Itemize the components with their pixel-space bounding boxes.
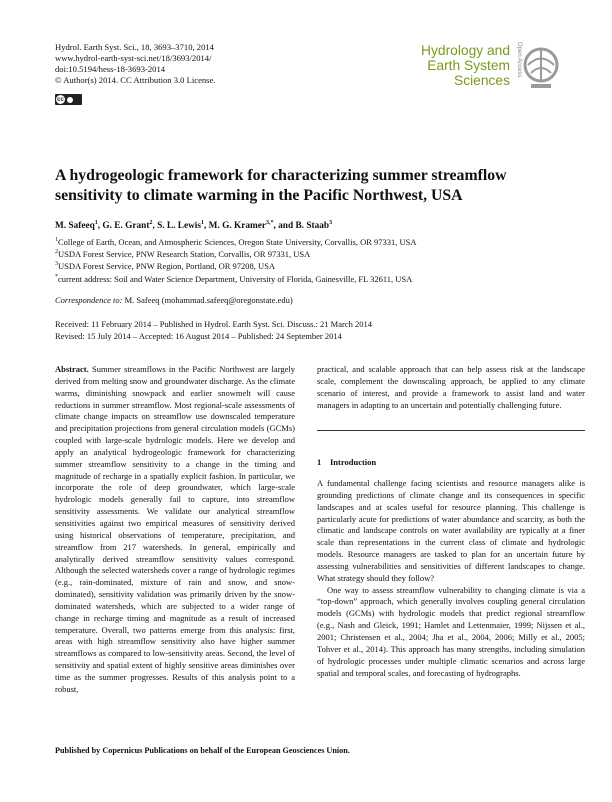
abstract-divider [317,430,585,431]
open-access-label [512,40,520,92]
correspondence-label: Correspondence to: [55,295,123,305]
article-url[interactable]: www.hydrol-earth-syst-sci.net/18/3693/2014/ [55,53,212,63]
received-published-dates: Received: 11 February 2014 – Published in Hydrol. Earth Syst. Sci. Discuss.: 21 March 2014 [55,319,372,329]
affiliations [55,236,575,285]
cc-license-badge[interactable] [55,94,82,105]
citation-header [55,42,216,86]
affiliation: $^2$USDA Forest Service, PNW Research Station, Corvallis, OR 97331, USA [55,249,311,260]
article-doi[interactable]: doi:10.5194/hess-18-3693-2014 [55,64,166,74]
introduction-body [317,478,585,679]
abstract-text-left: Summer streamflows in the Pacific Northwest are largely derived from melting snow and groundwater discharge. As the climate warms, diminishing snowpack and earlier snowmelt will cause reductions in summer streamflow. Most regional-scale assessments of climate change impacts on streamflow use downscaled temperature and precipitation projections from general circulation models (GCMs) coupled with large-scale hydrologic models. Here we develop and apply an analytical hydrogeologic framework for characterizing summer streamflow sensitivity to a change in the timing and magnitude of recharge in a spatially explicit fashion. In particular, we incorporate the role of deep groundwater, which large-scale hydrologic models generally fail to capture, into streamflow sensitivity assessments. We validate our analytical streamflow sensitivities against two empirical measures of sensitivity derived using historical observations of temperature, precipitation, and streamflow from 217 watersheds. In general, empirically and analytically derived streamflow sensitivity values correspond. Although the selected watersheds cover a range of hydrologic regimes (e.g., rain-dominated, mixture of rain and snow, and snow-dominated), sensitivity validation was primarily driven by the snow-dominated watersheds, which are subjected to a wider range of change in recharge timing and magnitude as a result of increased temperature. Overall, two patterns emerge from this analysis: first, areas with high streamflow sensitivity also have higher summer streamflows as compared to low-sensitivity areas. Second, the level of sensitivity and spatial extent of highly sensitive areas diminishes over time as the summer progresses. Results of this analysis point to a robust, [55,364,295,694]
revised-accepted-dates: Revised: 15 July 2014 – Accepted: 16 August 2014 – Published: 24 September 2014 [55,331,342,342]
copyright-notice: © Author(s) 2014. CC Attribution 3.0 License. [55,75,216,85]
affiliation: $^1$College of Earth, Ocean, and Atmospheric Sciences, Oregon State University, Corvallis, OR 97331, USA [55,237,417,247]
author-list: M. Safeeq$^1$, G. E. Grant$^2$, S. L. Lewis$^1$, M. G. Kramer$^{3,*}$, and B. Staab$^3$ [55,219,333,231]
svg-text:Open Access: Open Access [516,42,522,78]
author-name: G. E. Grant [102,221,150,231]
section-heading-introduction [317,457,376,467]
abstract-text-right: practical, and scalable approach that can help assess risk at the landscape scale, complement the downscaling approach, be applied to any climate scenario of interest, and provide a framework to assist land and water managers in adapting to an uncertain and potentially challenging future. [317,364,585,410]
affiliation: $^3$USDA Forest Service, PNW Region, Portland, OR 97208, USA [55,261,276,272]
cc-icon: cc [57,96,64,103]
abstract-label: Abstract. [55,364,89,374]
section-number: 1 [317,457,322,467]
article-dates [55,318,372,342]
publisher-footer: Published by Copernicus Publications on behalf of the European Geosciences Union. [55,746,350,755]
affiliation: *current address: Soil and Water Science Department, University of Florida, Gainesville, FL 32611, USA [55,273,413,284]
correspondence-contact[interactable]: M. Safeeq (mohammad.safeeq@oregonstate.edu) [124,295,293,305]
correspondence [55,295,293,305]
by-person-icon [67,97,73,103]
paper-title: A hydrogeologic framework for characterizing summer streamflow sensitivity to climate warming in the Pacific Northwest, USA [55,167,507,204]
section-title: Introduction [330,457,377,467]
abstract-continuation [317,364,585,411]
abstract [55,364,295,696]
intro-paragraph: One way to assess streamflow vulnerability to changing climate is via a “top-down” approach, which generally involves coupling general circulation models (GCMs) with hydrologic models that predict regional streamflow (e.g., Nash and Gleick, 1991; Hamlet and Lettenmaier, 1999; Nijssen et al., 2001; Christensen et al., 2004; Jha et al., 2004, 2006; Milly et al., 2005; Tohver et al., 2014). This approach has many strengths, including simulation of hydrologic processes under multiple climatic scenarios and across large spatial and temporal scales, and forecasting of hydrographs. [317,584,585,678]
author-name: M. G. Kramer [208,221,266,231]
author-name: B. Staab [295,221,330,231]
intro-paragraph: A fundamental challenge facing scientists and resource managers alike is grounding predictions of climate change and its consequences in specific landscapes and at scales useful for resource planning. This challenge is particularly acute for predictions of water abundance and scarcity, as both the climatic and landscape controls on water availability are typically at a finer scale than representations in the current class of climate and hydrologic models. Resource managers are tasked to plan for an uncertain future by assessing vulnerabilities and sensitivities of different landscapes to change. What strategy should they follow? [317,478,585,583]
author-name: S. L. Lewis [157,221,202,231]
author-name: M. Safeeq [55,221,95,231]
journal-name: Hydrology and Earth System Sciences [421,43,510,88]
egu-logo-icon [522,46,560,90]
journal-citation: Hydrol. Earth Syst. Sci., 18, 3693–3710, 2014 [55,42,214,52]
